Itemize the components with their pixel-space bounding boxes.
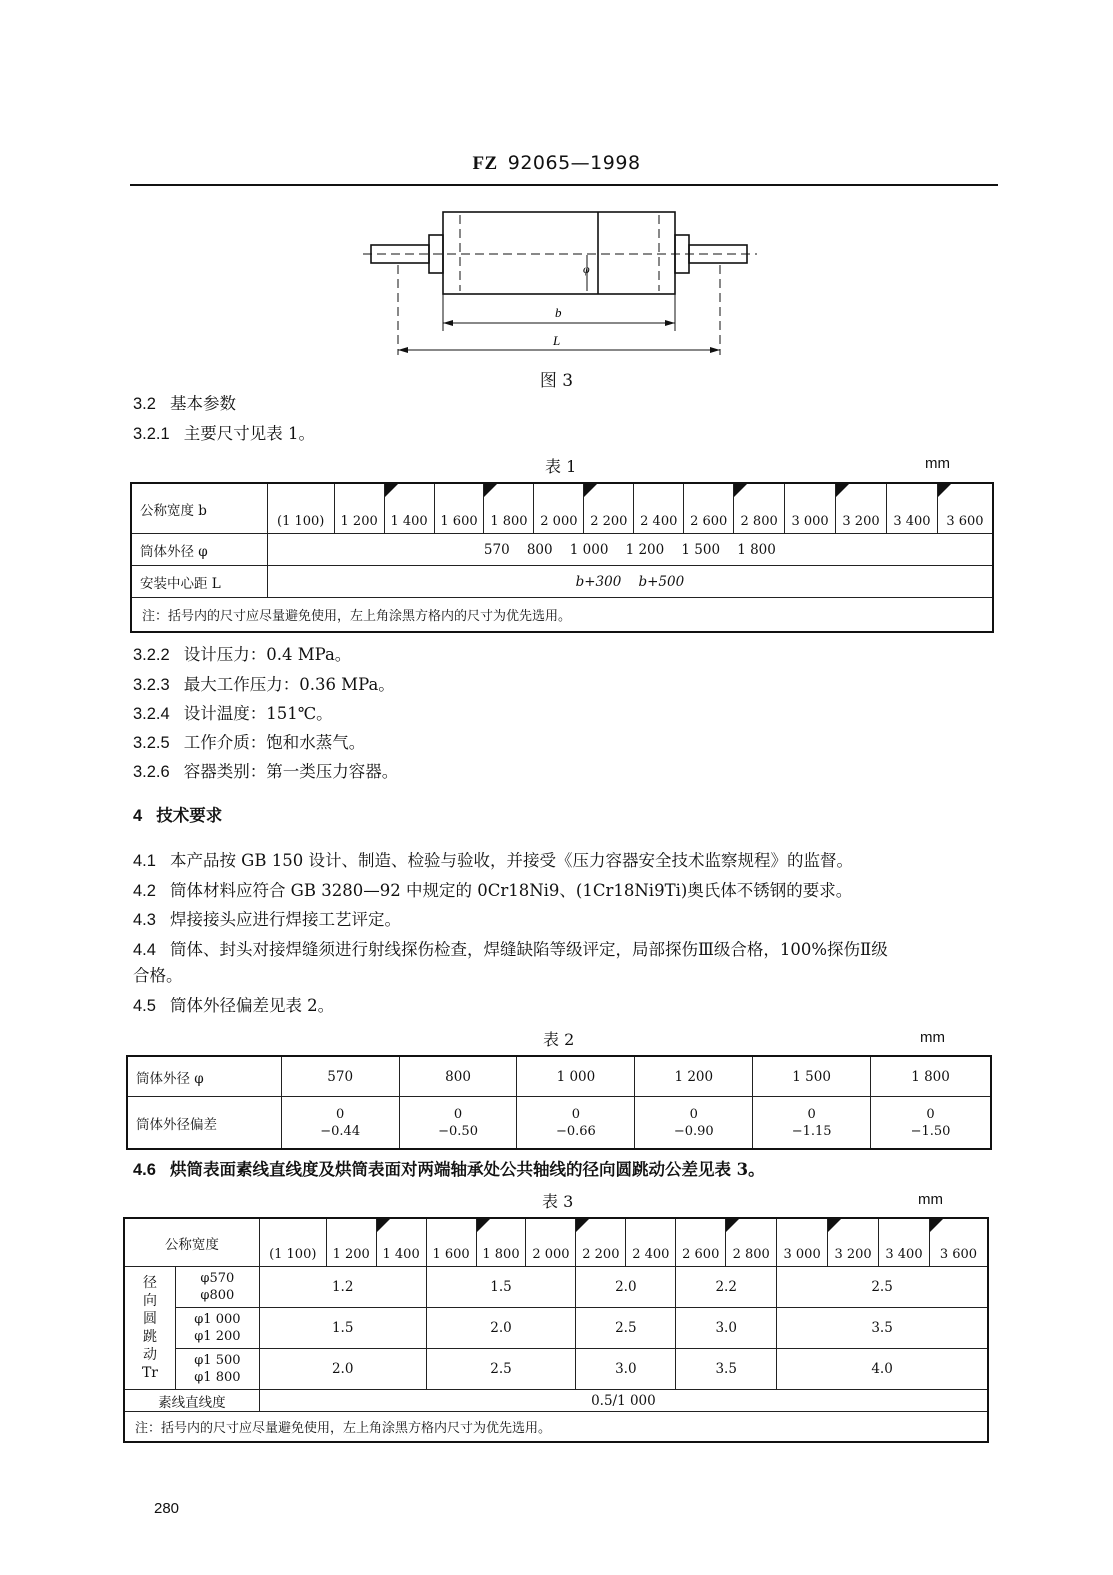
requirement-number: 4.5 xyxy=(133,997,156,1015)
runout-value: 1.2 xyxy=(259,1267,426,1308)
param-text: 工作介质：饱和水蒸气。 xyxy=(183,733,366,752)
standard-code: FZ xyxy=(472,153,498,174)
table-3-unit: mm xyxy=(918,1191,943,1208)
width-cell-preferred: 2 800 xyxy=(726,1219,777,1267)
width-cell: 1 600 xyxy=(426,1219,476,1267)
deviation-cell xyxy=(281,1097,399,1149)
runout-value: 3.0 xyxy=(576,1349,676,1390)
width-cell: (1 100) xyxy=(267,484,334,534)
lower-deviation: −1.50 xyxy=(910,1123,951,1139)
param-item xyxy=(133,762,398,782)
param-item xyxy=(133,704,333,724)
diameter-cell: 570 xyxy=(281,1057,399,1097)
runout-value: 2.5 xyxy=(777,1267,988,1308)
table-2-caption: 表 2 xyxy=(543,1030,575,1049)
param-number: 3.2.4 xyxy=(133,705,170,723)
upper-deviation: 0 xyxy=(453,1106,463,1122)
diameter-group xyxy=(175,1267,259,1308)
diameter-cell: 1 500 xyxy=(753,1057,871,1097)
diameter-cell: 800 xyxy=(399,1057,517,1097)
requirement-text: 筒体材料应符合 GB 3280—92 中规定的 0Cr18Ni9、(1Cr18Ni9Ti)奥氏体不锈钢的要求。 xyxy=(169,881,853,900)
lower-deviation: −0.44 xyxy=(320,1123,361,1139)
width-cell: 1 200 xyxy=(334,484,384,534)
diameter-label: φ570 xyxy=(200,1271,235,1286)
width-cell: 3 400 xyxy=(886,484,937,534)
runout-value: 4.0 xyxy=(777,1349,988,1390)
upper-deviation: 0 xyxy=(926,1106,935,1122)
table-1-unit: mm xyxy=(925,455,950,472)
section-number: 4 xyxy=(133,807,143,825)
straightness-value: 0.5/1 000 xyxy=(259,1390,987,1412)
width-cell-preferred: 2 800 xyxy=(734,484,785,534)
width-cell: 3 400 xyxy=(879,1219,930,1267)
section-title: 技术要求 xyxy=(156,806,223,825)
runout-value: 2.0 xyxy=(576,1267,676,1308)
diameter-label: φ1 200 xyxy=(194,1329,241,1344)
table-2-unit: mm xyxy=(920,1029,945,1046)
width-cell-preferred: 3 200 xyxy=(836,484,887,534)
figure-caption: 图 3 xyxy=(539,371,574,391)
shell-diameter-label: 筒体外径 φ xyxy=(132,534,268,566)
section-number: 3.2.1 xyxy=(133,425,170,443)
table-3-note: 注：括号内的尺寸应尽量避免使用，左上角涂黑方格内尺寸为优先选用。 xyxy=(125,1412,988,1442)
param-item xyxy=(133,733,365,753)
table-1-caption: 表 1 xyxy=(545,457,577,476)
param-text: 设计压力：0.4 MPa。 xyxy=(183,645,352,664)
runout-value: 2.2 xyxy=(676,1267,777,1308)
requirement-item xyxy=(133,910,401,930)
diameter-cell: 1 200 xyxy=(635,1057,753,1097)
diameter-label: φ1 000 xyxy=(194,1312,241,1327)
runout-value: 3.5 xyxy=(676,1349,777,1390)
figure-3-drawing xyxy=(355,195,775,365)
section-3-2-1 xyxy=(133,424,315,444)
width-cell: 2 000 xyxy=(526,1219,576,1267)
runout-value: 2.0 xyxy=(426,1308,576,1349)
width-cell: 3 000 xyxy=(785,484,836,534)
runout-value: 3.5 xyxy=(777,1308,988,1349)
deviation-cell xyxy=(871,1097,991,1149)
dimension-L-label: L xyxy=(553,333,561,348)
param-text: 最大工作压力：0.36 MPa。 xyxy=(183,675,395,694)
requirement-number: 4.6 xyxy=(133,1161,156,1179)
center-distance-values: b+300 b+500 xyxy=(267,566,992,598)
table-3 xyxy=(124,1218,988,1442)
requirement-continuation: 合格。 xyxy=(133,966,183,985)
width-cell: 2 400 xyxy=(634,484,684,534)
param-text: 设计温度：151℃。 xyxy=(183,704,333,723)
deviation-cell xyxy=(517,1097,635,1149)
radial-runout-label xyxy=(125,1267,176,1390)
param-item xyxy=(133,645,351,665)
nominal-width-label: 公称宽度 xyxy=(125,1219,260,1267)
width-cell-preferred: 3 600 xyxy=(937,484,992,534)
nominal-width-label: 公称宽度 b xyxy=(132,484,268,534)
diameter-label: φ800 xyxy=(200,1288,235,1303)
width-cell-preferred: 1 800 xyxy=(476,1219,526,1267)
diameter-cell: 1 000 xyxy=(517,1057,635,1097)
runout-value: 2.5 xyxy=(426,1349,576,1390)
diameter-group xyxy=(175,1308,259,1349)
dimension-phi-label: φ xyxy=(583,262,590,276)
requirement-text: 本产品按 GB 150 设计、制造、检验与验收，并接受《压力容器安全技术监察规程》的监督。 xyxy=(169,851,853,870)
table-3-caption: 表 3 xyxy=(542,1192,574,1211)
shell-diameter-label: 筒体外径 φ xyxy=(128,1057,282,1097)
runout-value: 1.5 xyxy=(426,1267,576,1308)
width-cell: 1 200 xyxy=(326,1219,376,1267)
radial-runout-text: 径向圆跳动Tr xyxy=(141,1275,158,1381)
width-cell-preferred: 1 400 xyxy=(384,484,434,534)
param-number: 3.2.6 xyxy=(133,763,170,781)
section-4-heading xyxy=(133,806,222,826)
requirement-item xyxy=(133,881,852,901)
diameter-label: φ1 500 xyxy=(194,1353,241,1368)
runout-value: 3.0 xyxy=(676,1308,777,1349)
upper-deviation: 0 xyxy=(336,1106,345,1122)
runout-value: 2.5 xyxy=(576,1308,676,1349)
param-number: 3.2.5 xyxy=(133,734,170,752)
width-cell-preferred: 1 800 xyxy=(484,484,534,534)
lower-deviation: −0.66 xyxy=(555,1123,596,1139)
upper-deviation: 0 xyxy=(807,1106,816,1122)
section-3-2 xyxy=(133,394,236,414)
upper-deviation: 0 xyxy=(571,1106,581,1122)
requirement-text: 筒体、封头对接焊缝须进行射线探伤检查，焊缝缺陷等级评定，局部探伤Ⅲ级合格，100%探伤Ⅱ级 xyxy=(169,940,888,959)
header-rule xyxy=(130,184,998,186)
lower-deviation: −0.90 xyxy=(673,1123,714,1139)
diameter-cell: 1 800 xyxy=(871,1057,991,1097)
width-cell-preferred: 3 600 xyxy=(929,1219,987,1267)
diameter-group xyxy=(175,1349,259,1390)
runout-value: 2.0 xyxy=(259,1349,426,1390)
requirement-text: 筒体外径偏差见表 2。 xyxy=(169,996,335,1015)
requirement-text: 焊接接头应进行焊接工艺评定。 xyxy=(169,910,401,929)
param-text: 容器类别：第一类压力容器。 xyxy=(183,762,399,781)
requirement-item xyxy=(133,851,853,871)
requirement-text: 烘筒表面素线直线度及烘筒表面对两端轴承处公共轴线的径向圆跳动公差见表 3。 xyxy=(169,1160,765,1179)
requirement-item xyxy=(133,940,888,960)
param-item xyxy=(133,675,395,695)
page-number: 280 xyxy=(154,1500,180,1517)
requirement-item xyxy=(133,996,334,1016)
standard-number: 92065—1998 xyxy=(507,152,641,174)
width-cell: 2 600 xyxy=(676,1219,726,1267)
deviation-cell xyxy=(399,1097,517,1149)
requirement-number: 4.4 xyxy=(133,941,156,959)
standard-header xyxy=(0,152,1113,175)
lower-deviation: −0.50 xyxy=(438,1123,478,1139)
deviation-cell xyxy=(635,1097,753,1149)
requirement-number: 4.1 xyxy=(133,852,156,870)
table-1-note: 注：括号内的尺寸应尽量避免使用，左上角涂黑方格内的尺寸为优先选用。 xyxy=(132,598,993,632)
runout-value: 1.5 xyxy=(259,1308,426,1349)
table-2 xyxy=(127,1056,991,1149)
straightness-label: 素线直线度 xyxy=(125,1390,260,1412)
width-cell-preferred: 2 200 xyxy=(584,484,634,534)
upper-deviation: 0 xyxy=(689,1106,698,1122)
width-cell-preferred: 1 400 xyxy=(376,1219,426,1267)
requirement-item xyxy=(133,1160,765,1180)
section-text: 主要尺寸见表 1。 xyxy=(183,424,315,443)
width-cell: 2 000 xyxy=(534,484,584,534)
param-number: 3.2.2 xyxy=(133,646,170,664)
requirement-number: 4.3 xyxy=(133,911,156,929)
diameter-label: φ1 800 xyxy=(194,1370,241,1385)
shell-diameter-values: 570 800 1 000 1 200 1 500 1 800 xyxy=(267,534,992,566)
requirement-number: 4.2 xyxy=(133,882,156,900)
width-cell: 2 400 xyxy=(626,1219,676,1267)
section-number: 3.2 xyxy=(133,395,156,413)
table-1 xyxy=(131,483,993,632)
lower-deviation: −1.15 xyxy=(791,1123,832,1139)
width-cell: 2 600 xyxy=(684,484,734,534)
width-cell: 1 600 xyxy=(434,484,484,534)
width-cell-preferred: 3 200 xyxy=(828,1219,879,1267)
deviation-cell xyxy=(753,1097,871,1149)
section-title: 基本参数 xyxy=(169,394,236,413)
param-number: 3.2.3 xyxy=(133,676,170,694)
dimension-b-label: b xyxy=(555,305,562,320)
diameter-deviation-label: 筒体外径偏差 xyxy=(128,1097,282,1149)
width-cell: 3 000 xyxy=(777,1219,828,1267)
center-distance-label: 安装中心距 L xyxy=(132,566,268,598)
width-cell: (1 100) xyxy=(259,1219,326,1267)
width-cell-preferred: 2 200 xyxy=(576,1219,626,1267)
